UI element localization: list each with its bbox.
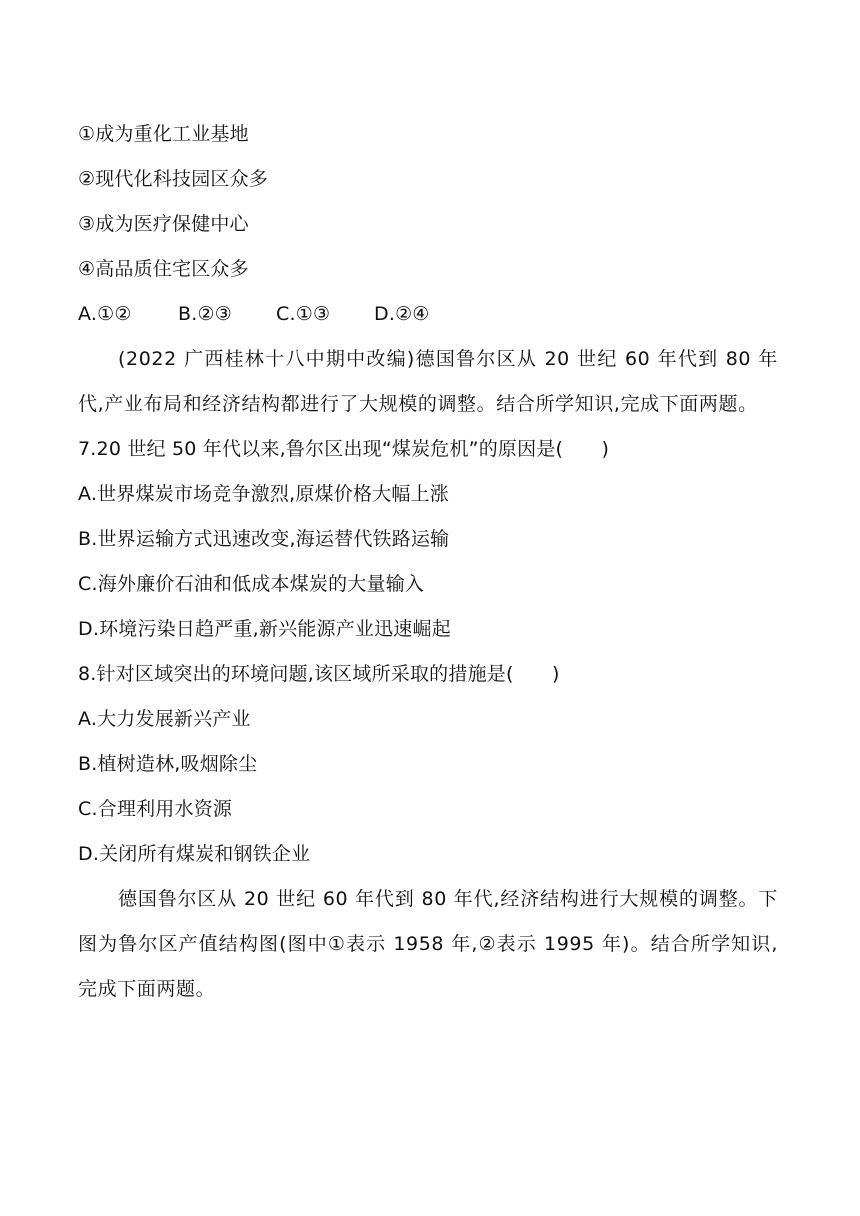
document-page bbox=[78, 112, 778, 1012]
q8-option-d: D.关闭所有煤炭和钢铁企业 bbox=[78, 843, 311, 865]
q8-option-b: B.植树造林,吸烟除尘 bbox=[78, 753, 258, 775]
q6-option-3: ③成为医疗保健中心 bbox=[78, 213, 249, 235]
q6-choice-d: D.②④ bbox=[374, 303, 430, 325]
q8-option-a: A.大力发展新兴产业 bbox=[78, 708, 251, 730]
q7-option-c: C.海外廉价石油和低成本煤炭的大量输入 bbox=[78, 573, 425, 595]
intro-paragraph-1: (2022 广西桂林十八中期中改编)德国鲁尔区从 20 世纪 60 年代到 80 年代,产业布局和经济结构都进行了大规模的调整。结合所学知识,完成下面两题。 bbox=[78, 348, 778, 415]
q7-option-a: A.世界煤炭市场竞争激烈,原煤价格大幅上涨 bbox=[78, 483, 449, 505]
q7-stem: 7.20 世纪 50 年代以来,鲁尔区出现“煤炭危机”的原因是( ) bbox=[78, 438, 610, 460]
intro-paragraph-2: 德国鲁尔区从 20 世纪 60 年代到 80 年代,经济结构进行大规模的调整。下图为鲁尔区产值结构图(图中①表示 1958 年,②表示 1995 年)。结合所学知识,完成下面两题。 bbox=[78, 888, 778, 1000]
q6-option-4: ④高品质住宅区众多 bbox=[78, 258, 249, 280]
q6-choice-c: C.①③ bbox=[276, 303, 331, 325]
q6-option-1: ①成为重化工业基地 bbox=[78, 123, 249, 145]
q6-choices bbox=[78, 292, 778, 337]
q7-option-d: D.环境污染日趋严重,新兴能源产业迅速崛起 bbox=[78, 618, 451, 640]
q7-option-b: B.世界运输方式迅速改变,海运替代铁路运输 bbox=[78, 528, 450, 550]
q6-choice-b: B.②③ bbox=[178, 303, 232, 325]
q6-choice-a: A.①② bbox=[78, 303, 132, 325]
q8-stem: 8.针对区域突出的环境问题,该区域所采取的措施是( ) bbox=[78, 663, 560, 685]
q8-option-c: C.合理利用水资源 bbox=[78, 798, 233, 820]
q6-option-2: ②现代化科技园区众多 bbox=[78, 168, 269, 190]
